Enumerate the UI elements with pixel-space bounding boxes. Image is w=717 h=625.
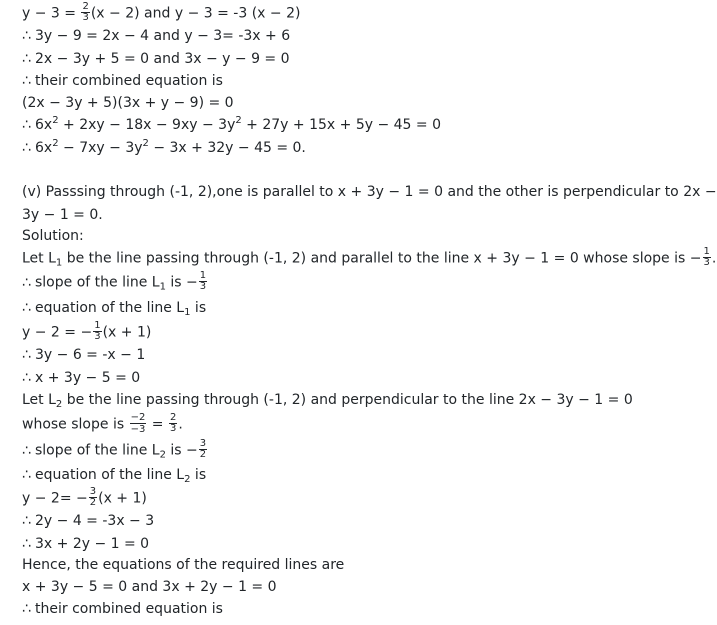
text-run: slope of the line L (35, 274, 160, 291)
therefore-symbol: ∴ (22, 300, 31, 316)
text-run: y − 2 = − (22, 324, 93, 341)
text-run: is − (165, 442, 198, 459)
text-run: x + 3y − 5 = 0 (35, 370, 141, 386)
therefore-symbol: ∴ (22, 117, 31, 133)
therefore-symbol: ∴ (22, 274, 31, 291)
text-line (22, 138, 306, 158)
text-line (22, 413, 183, 433)
text-run: their combined equation is (35, 73, 223, 89)
fraction-numerator: 1 (703, 246, 710, 257)
text-run: + 2xy − 18x − 9xy − 3y (58, 117, 236, 133)
fraction-denominator: 3 (199, 281, 207, 292)
text-run: y − 2= − (22, 490, 88, 507)
text-run: (x − 2) and y − 3 = -3 (x − 2) (90, 5, 301, 22)
fraction-numerator: 1 (94, 320, 101, 331)
text-run: 2x − 3y + 5 = 0 and 3x − y − 9 = 0 (35, 51, 290, 67)
text-line (22, 322, 151, 342)
text-line (22, 534, 149, 554)
text-run: − 7xy − 3y (58, 140, 143, 156)
text-run: (x + 1) (98, 490, 147, 507)
text-run: equation of the line L (35, 467, 185, 483)
therefore-symbol: ∴ (22, 28, 31, 44)
therefore-symbol: ∴ (22, 347, 31, 363)
therefore-symbol: ∴ (22, 370, 31, 386)
therefore-symbol: ∴ (22, 442, 31, 459)
superscript: 2 (52, 115, 59, 126)
text-line (22, 3, 300, 23)
fraction (81, 2, 89, 23)
superscript: 2 (52, 138, 59, 149)
text-run: 3x + 2y − 1 = 0 (35, 536, 150, 552)
text-run: 6x (35, 140, 53, 156)
fraction-denominator: −3 (130, 424, 146, 435)
text-line (22, 115, 441, 135)
text-run: Let L (22, 392, 56, 408)
text-run: whose slope is (22, 416, 129, 433)
text-line (22, 272, 208, 292)
text-run: be the line passing through (-1, 2) and parallel to the line x + 3y − 1 = 0 whose slope is − (62, 250, 702, 267)
text-line (22, 555, 344, 575)
text-run: Let L (22, 250, 56, 267)
therefore-symbol: ∴ (22, 73, 31, 89)
therefore-symbol: ∴ (22, 536, 31, 552)
therefore-symbol: ∴ (22, 513, 31, 529)
text-run: be the line passing through (-1, 2) and perpendicular to the line 2x − 3y − 1 = 0 (62, 392, 633, 408)
text-run: Solution: (22, 228, 84, 244)
therefore-symbol: ∴ (22, 467, 31, 483)
text-line (22, 71, 223, 91)
text-line (22, 248, 716, 268)
text-run: slope of the line L (35, 442, 160, 459)
fraction-denominator: 3 (169, 423, 177, 434)
text-line (22, 345, 145, 365)
text-run: is − (165, 274, 198, 291)
superscript: 2 (235, 115, 242, 126)
text-run: 6x (35, 117, 53, 133)
fraction-denominator: 3 (82, 12, 89, 23)
fraction (130, 412, 147, 435)
text-run: their combined equation is (35, 601, 223, 617)
fraction-numerator: 1 (199, 270, 207, 281)
text-run: is (190, 300, 207, 316)
therefore-symbol: ∴ (22, 601, 31, 617)
text-run: = (147, 416, 168, 433)
fraction-denominator: 3 (94, 331, 101, 342)
text-line (22, 368, 140, 388)
text-run: (x + 1) (102, 324, 152, 341)
text-line (22, 49, 290, 69)
fraction (199, 439, 207, 460)
fraction-numerator: 3 (89, 486, 97, 497)
text-run: (v) Passsing through (-1, 2),one is parallel to x + 3y − 1 = 0 and the other is perpendicular to 2x − (22, 184, 717, 200)
fraction (199, 271, 207, 292)
text-line (22, 205, 103, 225)
text-line (22, 26, 290, 46)
fraction-numerator: 2 (82, 1, 89, 12)
text-line (22, 390, 633, 410)
text-line (22, 577, 277, 597)
text-run: 3y − 9 = 2x − 4 and y − 3= -3x + 6 (35, 28, 291, 44)
subscript: 2 (159, 449, 166, 461)
text-run: 3y − 6 = -x − 1 (35, 347, 146, 363)
text-run: x + 3y − 5 = 0 and 3x + 2y − 1 = 0 (22, 579, 277, 595)
text-run: (2x − 3y + 5)(3x + y − 9) = 0 (22, 95, 234, 111)
fraction-denominator: 3 (703, 257, 710, 268)
fraction (703, 247, 711, 268)
fraction (89, 487, 97, 508)
text-line (22, 465, 206, 485)
text-run: y − 3 = (22, 5, 81, 22)
text-line (22, 599, 223, 619)
text-line (22, 511, 154, 531)
fraction-numerator: 2 (169, 412, 177, 423)
subscript: 1 (184, 307, 191, 318)
text-run: is (190, 467, 207, 483)
text-line (22, 182, 717, 202)
text-run: Hence, the equations of the required lines are (22, 557, 345, 573)
subscript: 2 (184, 474, 191, 485)
fraction-numerator: −2 (130, 412, 146, 423)
subscript: 2 (55, 399, 63, 410)
therefore-symbol: ∴ (22, 140, 31, 156)
text-line (22, 298, 206, 318)
text-run: − 3x + 32y − 45 = 0. (148, 140, 306, 156)
fraction-denominator: 2 (89, 497, 97, 508)
text-line (22, 440, 208, 460)
text-run: + 27y + 15x + 5y − 45 = 0 (241, 117, 442, 133)
subscript: 1 (55, 257, 63, 269)
therefore-symbol: ∴ (22, 51, 31, 67)
fraction-denominator: 2 (199, 449, 207, 460)
text-line (22, 93, 234, 113)
superscript: 2 (142, 138, 149, 149)
subscript: 1 (159, 281, 166, 293)
text-line (22, 226, 84, 246)
text-run: . (711, 250, 717, 267)
fraction (93, 321, 101, 342)
text-run: 3y − 1 = 0. (22, 207, 103, 223)
fraction-numerator: 3 (199, 438, 207, 449)
fraction (169, 413, 177, 434)
text-run: . (178, 416, 183, 433)
text-run: equation of the line L (35, 300, 185, 316)
text-line (22, 488, 147, 508)
text-run: 2y − 4 = -3x − 3 (35, 513, 155, 529)
